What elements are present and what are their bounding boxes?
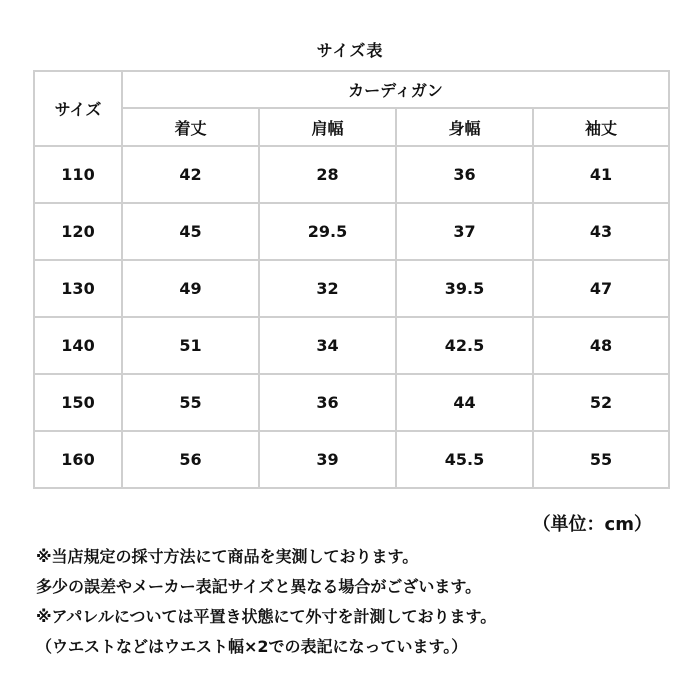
table-row xyxy=(34,431,669,488)
note-line: （ウエストなどはウエスト幅×2での表記になっています。） xyxy=(36,637,468,656)
value-cell: 34 xyxy=(259,317,396,374)
value-cell: 29.5 xyxy=(259,203,396,260)
group-header: カーディガン xyxy=(122,71,669,108)
value-cell: 45.5 xyxy=(396,431,533,488)
column-header-shoulder: 肩幅 xyxy=(259,108,396,146)
size-chart-title: サイズ表 xyxy=(316,41,384,60)
value-cell: 41 xyxy=(533,146,669,203)
value-cell: 28 xyxy=(259,146,396,203)
value-cell: 44 xyxy=(396,374,533,431)
column-header-sleeve: 袖丈 xyxy=(533,108,669,146)
size-cell: 140 xyxy=(34,317,122,374)
value-cell: 55 xyxy=(122,374,259,431)
column-header-width: 身幅 xyxy=(396,108,533,146)
value-cell: 55 xyxy=(533,431,669,488)
value-cell: 42.5 xyxy=(396,317,533,374)
value-cell: 43 xyxy=(533,203,669,260)
note-line: ※アパレルについては平置き状態にて外寸を計測しております。 xyxy=(36,607,497,626)
value-cell: 32 xyxy=(259,260,396,317)
size-table xyxy=(33,70,670,489)
value-cell: 37 xyxy=(396,203,533,260)
value-cell: 39.5 xyxy=(396,260,533,317)
table-row xyxy=(34,317,669,374)
table-row xyxy=(34,146,669,203)
value-cell: 47 xyxy=(533,260,669,317)
size-cell: 150 xyxy=(34,374,122,431)
column-header-length: 着丈 xyxy=(122,108,259,146)
size-header: サイズ xyxy=(34,71,122,146)
size-cell: 120 xyxy=(34,203,122,260)
table-row xyxy=(34,260,669,317)
value-cell: 52 xyxy=(533,374,669,431)
note-line: 多少の誤差やメーカー表記サイズと異なる場合がございます。 xyxy=(36,577,482,596)
value-cell: 49 xyxy=(122,260,259,317)
unit-label: （単位：cm） xyxy=(532,514,652,535)
value-cell: 42 xyxy=(122,146,259,203)
note-line: ※当店規定の採寸方法にて商品を実測しております。 xyxy=(36,547,419,566)
value-cell: 48 xyxy=(533,317,669,374)
table-row xyxy=(34,203,669,260)
value-cell: 45 xyxy=(122,203,259,260)
size-cell: 160 xyxy=(34,431,122,488)
value-cell: 36 xyxy=(396,146,533,203)
value-cell: 51 xyxy=(122,317,259,374)
size-cell: 130 xyxy=(34,260,122,317)
table-row xyxy=(34,374,669,431)
notes-list xyxy=(36,542,496,662)
value-cell: 39 xyxy=(259,431,396,488)
value-cell: 36 xyxy=(259,374,396,431)
size-cell: 110 xyxy=(34,146,122,203)
value-cell: 56 xyxy=(122,431,259,488)
